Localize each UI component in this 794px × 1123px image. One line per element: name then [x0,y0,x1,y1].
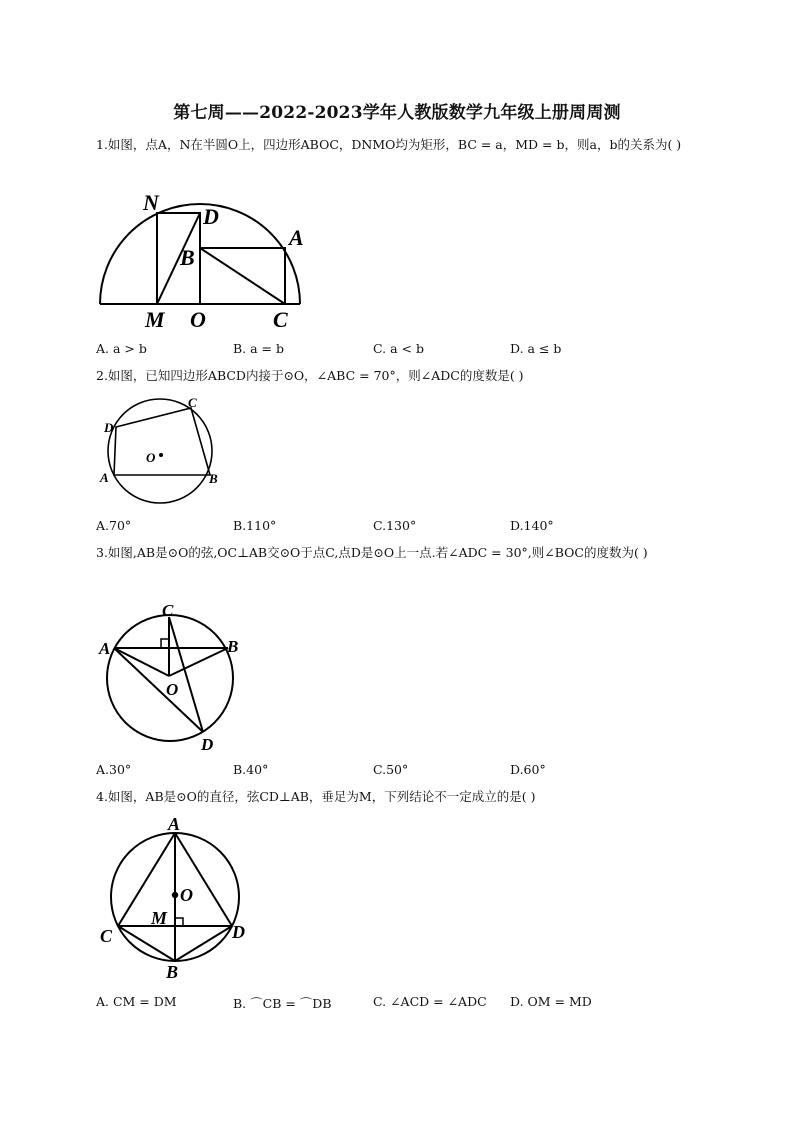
segment-ao [114,648,169,676]
label-c: C [100,926,113,946]
question-1-text: 1.如图，点A，N在半圆O上，四边形ABOC，DNMO均为矩形，BC = a，MD = b，则a，b的关系为( ) [96,137,682,152]
question-2-text: 2.如图，已知四边形ABCD内接于⊙O，∠ABC = 70°，则∠ADC的度数是( ) [96,368,524,383]
question-1-options [96,341,696,361]
option-2d[interactable]: D.140° [510,518,554,533]
label-o: O [190,307,206,332]
option-4c[interactable]: C. ∠ACD = ∠ADC [373,994,487,1009]
label-o: O [146,450,156,465]
label-b: B [180,245,195,270]
segment-ad [175,833,232,926]
label-d: D [232,922,245,942]
label-c: C [188,395,197,410]
option-4d[interactable]: D. OM = MD [510,994,592,1009]
label-b: B [166,962,179,982]
option-3b[interactable]: B.40° [233,762,269,777]
option-2a[interactable]: A.70° [96,518,132,533]
label-a: A [100,470,109,485]
option-4a[interactable]: A. CM = DM [96,994,177,1009]
option-3d[interactable]: D.60° [510,762,546,777]
label-c: C [162,601,174,620]
option-2c[interactable]: C.130° [373,518,417,533]
quadrilateral-abcd [114,408,210,475]
question-3-options [96,762,696,782]
question-3-figure [95,598,250,756]
question-4-text: 4.如图，AB是⊙O的直径，弦CD⊥AB，垂足为M，下列结论不一定成立的是( ) [96,789,536,804]
center-point-o [159,453,163,457]
label-c: C [273,307,288,332]
segment-bo [169,648,228,676]
question-3-text: 3.如图,AB是⊙O的弦,OC⊥AB交⊙O于点C,点D是⊙O上一点.若∠ADC = 30°,则∠BOC的度数为( ) [96,545,648,560]
label-a: A [289,225,304,250]
label-o: O [166,680,179,699]
option-1b[interactable]: B. a = b [233,341,285,356]
question-1-figure [90,190,310,335]
label-d: D [201,735,214,754]
question-4-options [96,994,696,1014]
segment-db [175,926,232,961]
circle-o [108,399,212,503]
label-a: A [99,639,111,658]
label-a: A [168,814,181,834]
label-m: M [151,908,168,928]
question-2-figure [95,395,230,515]
option-4b[interactable]: B. ⌒CB = ⌒DB [233,996,332,1011]
label-m: M [145,307,165,332]
option-3a[interactable]: A.30° [96,762,132,777]
option-2b[interactable]: B.110° [233,518,277,533]
right-angle-mark [161,639,169,648]
option-1c[interactable]: C. a < b [373,341,424,356]
label-d: D [104,420,114,435]
label-d: D [203,204,219,229]
option-1a[interactable]: A. a > b [96,341,147,356]
segment-bc [200,248,285,304]
center-point-o [172,892,178,898]
label-o: O [180,885,193,905]
question-2-options [96,518,696,538]
segment-cb [118,926,175,961]
label-n: N [143,190,159,215]
label-b: B [227,637,239,656]
label-b: B [209,471,218,486]
option-3c[interactable]: C.50° [373,762,409,777]
question-4-figure [95,812,260,982]
option-1d[interactable]: D. a ≤ b [510,341,562,356]
right-angle-mark [175,918,183,926]
page-title: 第七周——2022-2023学年人教版数学九年级上册周周测 [173,103,621,123]
